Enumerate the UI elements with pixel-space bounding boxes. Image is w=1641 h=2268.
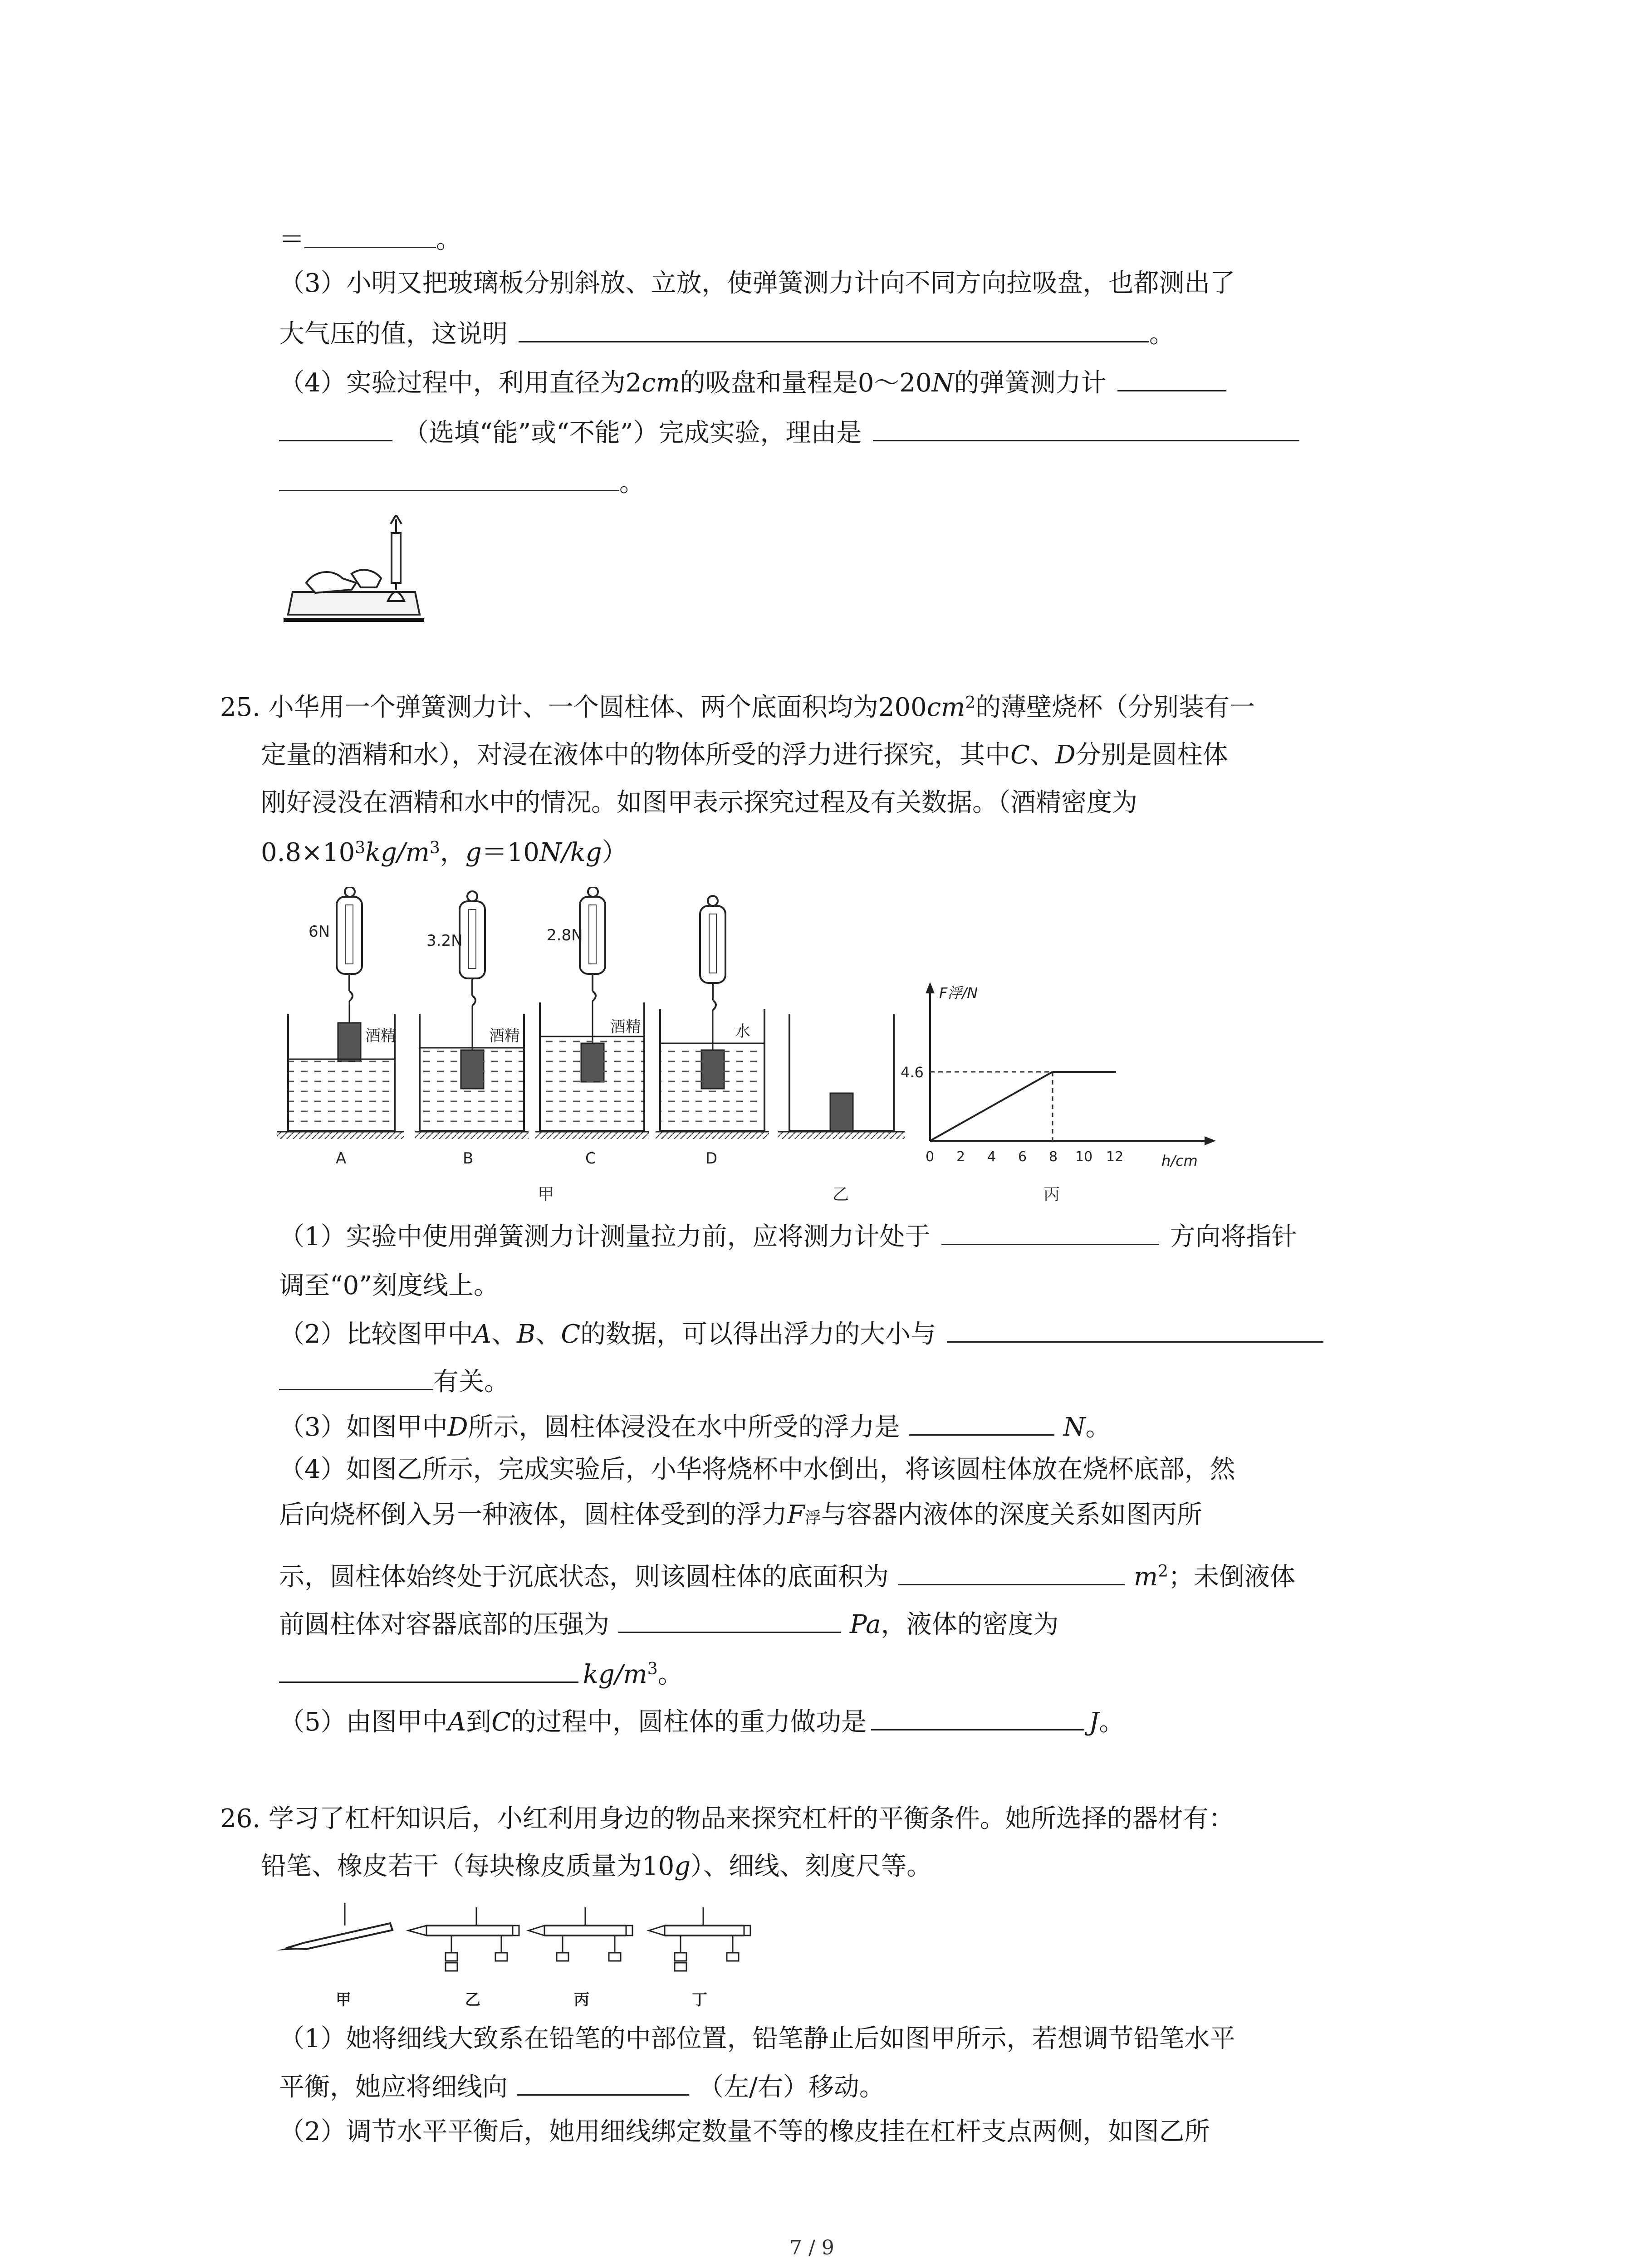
figure-label-yi: 乙 — [833, 1185, 849, 1204]
q25-line2: 定量的酒精和水），对浸在液体中的物体所受的浮力进行探究，其中C、D分别是圆柱体 — [261, 740, 1228, 770]
beaker-a — [288, 887, 396, 1168]
answer-blank[interactable] — [517, 2071, 689, 2096]
buoyancy-depth-graph — [901, 982, 1216, 1204]
answer-blank[interactable] — [1117, 367, 1226, 391]
q26-line1: 26. 学习了杠杆知识后，小红利用身边的物品来探究杠杆的平衡条件。她所选择的器材有： — [220, 1804, 1234, 1833]
liquid-label-b: 酒精 — [489, 1027, 520, 1045]
q25-line1: 25. 小华用一个弹簧测力计、一个圆柱体、两个底面积均为$200cm^2$的薄壁烧杯（分别装有一 — [220, 693, 1255, 722]
answer-blank[interactable] — [279, 1365, 433, 1390]
beaker-yi — [789, 1014, 894, 1204]
q25-line3: 刚好浸没在酒精和水中的情况。如图甲表示探究过程及有关数据。（酒精密度为 — [261, 788, 1137, 817]
graph-x-tick: 2 — [956, 1149, 965, 1165]
q24-p4-line1: （4）实验过程中，利用直径为2cm的吸盘和量程是0～20N的弹簧测力计 — [279, 367, 1226, 399]
q24-p3-line1: （3）小明又把玻璃板分别斜放、立放，使弹簧测力计向不同方向拉吸盘，也都测出了 — [279, 269, 1235, 298]
q25-p4-line5: $kg/m^3$。 — [279, 1658, 683, 1691]
answer-blank[interactable] — [519, 318, 1149, 342]
liquid-label-c: 酒精 — [610, 1018, 641, 1036]
q25-p2-line2: 有关。 — [279, 1365, 509, 1398]
answer-blank[interactable] — [618, 1608, 841, 1633]
q24-p4-line3: 。 — [279, 466, 645, 499]
q25-line4: $0.8\times 10^3kg/m^3$，g＝10N/kg） — [261, 838, 627, 867]
spring-reading-c: 2.8N — [547, 926, 583, 944]
graph-x-tick: 8 — [1049, 1149, 1058, 1165]
answer-blank[interactable] — [871, 1706, 1084, 1730]
graph-x-tick: 10 — [1075, 1149, 1093, 1165]
spring-reading-b: 3.2N — [426, 932, 463, 950]
figure-label: 丙 — [574, 1991, 589, 2009]
answer-blank[interactable] — [279, 466, 619, 491]
answer-blank[interactable] — [909, 1411, 1054, 1436]
q26-p1-line2: 平衡，她应将细线向 （左/右）移动。 — [279, 2071, 885, 2103]
figure-label: 丁 — [692, 1991, 707, 2009]
beaker-label-c: C — [585, 1149, 596, 1168]
answer-blank[interactable] — [304, 223, 436, 248]
figure-label-jia: 甲 — [538, 1185, 554, 1204]
q25-p4-line2: 后向烧杯倒入另一种液体，圆柱体受到的浮力F浮与容器内液体的深度关系如图丙所 — [279, 1500, 1202, 1530]
pencil-yi — [408, 1907, 519, 2009]
graph-x-label: h/cm — [1161, 1152, 1198, 1169]
q25-p1-line2: 调至“0”刻度线上。 — [279, 1271, 499, 1300]
beaker-d — [660, 896, 764, 1168]
suction-cup-figure — [279, 515, 429, 628]
liquid-label-a: 酒精 — [365, 1027, 396, 1045]
page-number: 7 / 9 — [789, 2236, 834, 2259]
q26-line2: 铅笔、橡皮若干（每块橡皮质量为10g）、细线、刻度尺等。 — [261, 1852, 932, 1881]
graph-y-label: F浮/N — [939, 984, 978, 1002]
figure-label: 甲 — [336, 1991, 351, 2009]
graph-x-tick: 12 — [1106, 1149, 1124, 1165]
q24-p3-line2: 大气压的值，这说明 。 — [279, 318, 1175, 350]
buoyancy-experiment-figure — [272, 887, 1225, 1213]
answer-blank[interactable] — [898, 1560, 1125, 1585]
q26-p2-line1: （2）调节水平平衡后，她用细线绑定数量不等的橡皮挂在杠杆支点两侧，如图乙所 — [279, 2117, 1210, 2146]
q25-p2-line1: （2）比较图甲中A、B、C的数据，可以得出浮力的大小与 — [279, 1318, 1323, 1350]
beaker-c — [540, 887, 644, 1168]
q25-p5: （5）由图甲中A到C的过程中，圆柱体的重力做功是 J。 — [279, 1706, 1124, 1738]
graph-x-tick: 4 — [987, 1149, 996, 1165]
q24-p4-line2: （选填“能”或“不能”）完成实验，理由是 — [279, 416, 1299, 449]
answer-blank[interactable] — [279, 416, 392, 441]
pencil-bing — [529, 1907, 632, 2009]
liquid-label-d: 水 — [735, 1022, 750, 1041]
answer-blank[interactable] — [941, 1220, 1159, 1245]
figure-label: 乙 — [465, 1991, 480, 2009]
graph-x-tick: 6 — [1018, 1149, 1027, 1165]
pencil-lever-figure — [277, 1898, 776, 2012]
pencil-jia — [277, 1903, 392, 2009]
q25-p3: （3）如图甲中D所示，圆柱体浸没在水中所受的浮力是 N。 — [279, 1411, 1111, 1443]
q26-p1-line1: （1）她将细线大致系在铅笔的中部位置，铅笔静止后如图甲所示，若想调节铅笔水平 — [279, 2024, 1235, 2053]
graph-x-tick: 0 — [926, 1149, 935, 1165]
beaker-b — [420, 891, 524, 1168]
q25-p4-line4: 前圆柱体对容器底部的压强为 Pa，液体的密度为 — [279, 1608, 1059, 1641]
figure-label-bing: 丙 — [1043, 1185, 1060, 1204]
q25-p1-line1: （1）实验中使用弹簧测力计测量拉力前，应将测力计处于 方向将指针 — [279, 1220, 1297, 1253]
answer-blank[interactable] — [873, 416, 1299, 441]
answer-blank[interactable] — [279, 1658, 578, 1683]
beaker-label-d: D — [705, 1149, 718, 1168]
beaker-label-a: A — [336, 1149, 347, 1168]
q24-line0: ＝ 。 — [279, 223, 461, 256]
answer-blank[interactable] — [947, 1318, 1323, 1343]
q25-p4-line1: （4）如图乙所示，完成实验后，小华将烧杯中水倒出，将该圆柱体放在烧杯底部，然 — [279, 1455, 1235, 1484]
pencil-ding — [649, 1907, 750, 2009]
spring-reading-a: 6N — [309, 923, 330, 941]
graph-y-value: 4.6 — [901, 1064, 924, 1081]
q25-p4-line3: 示，圆柱体始终处于沉底状态，则该圆柱体的底面积为 $m^2$；未倒液体 — [279, 1560, 1295, 1593]
beaker-label-b: B — [463, 1149, 474, 1168]
